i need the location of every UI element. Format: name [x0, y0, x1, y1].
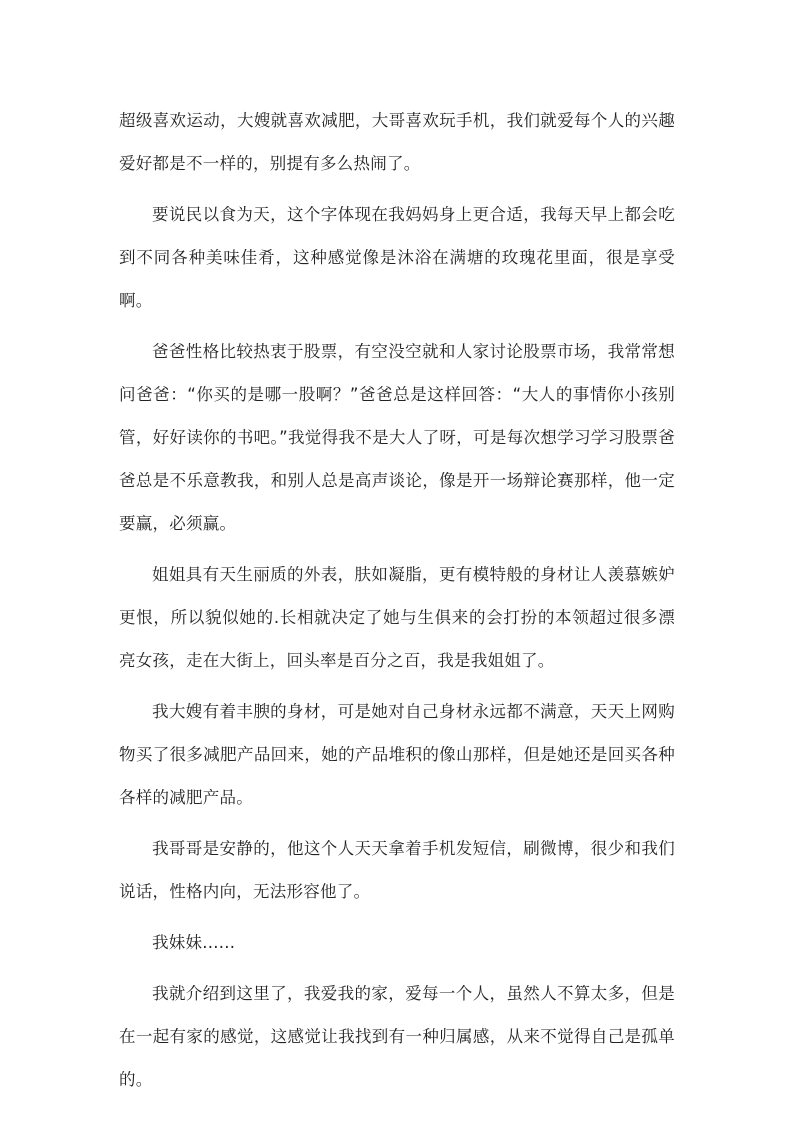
document-body	[119, 99, 675, 1101]
paragraph-6: 我哥哥是安静的，他这个人天天拿着手机发短信，刷微博，很少和我们说话，性格内向，无法形容他了。	[119, 839, 675, 901]
paragraph-8: 我就介绍到这里了，我爱我的家，爱每一个人，虽然人不算太多，但是在一起有家的感觉，这感觉让我找到有一种归属感，从来不觉得自己是孤单的。	[119, 984, 675, 1089]
paragraph-1: 超级喜欢运动，大嫂就喜欢减肥，大哥喜欢玩手机，我们就爱每个人的兴趣爱好都是不一样的，别提有多么热闹了。	[119, 111, 675, 173]
paragraph-5: 我大嫂有着丰腴的身材，可是她对自己身材永远都不满意，天天上网购物买了很多减肥产品回来，她的产品堆积的像山那样，但是她还是回买各种各样的减肥产品。	[119, 702, 675, 807]
paragraph-3: 爸爸性格比较热衷于股票，有空没空就和人家讨论股票市场，我常常想问爸爸：“你买的是哪一股啊？”爸爸总是这样回答：“大人的事情你小孩别管，好好读你的书吧。”我觉得我不是大人了呀，可是每次想学习学习股票爸爸总是不乐意教我，和别人总是高声谈论，像是开一场辩论赛那样，他一定要赢，必须赢。	[119, 342, 675, 533]
paragraph-2: 要说民以食为天，这个字体现在我妈妈身上更合适，我每天早上都会吃到不同各种美味佳肴，这种感觉像是沐浴在满塘的玫瑰花里面，很是享受啊。	[119, 205, 675, 310]
paragraph-4: 姐姐具有天生丽质的外表，肤如凝脂，更有模特般的身材让人羡慕嫉妒更恨，所以貌似她的.长相就决定了她与生俱来的会打扮的本领超过很多漂亮女孩，走在大街上，回头率是百分之百，我是我姐姐了。	[119, 565, 675, 670]
paragraph-7: 我妹妹......	[152, 933, 236, 952]
